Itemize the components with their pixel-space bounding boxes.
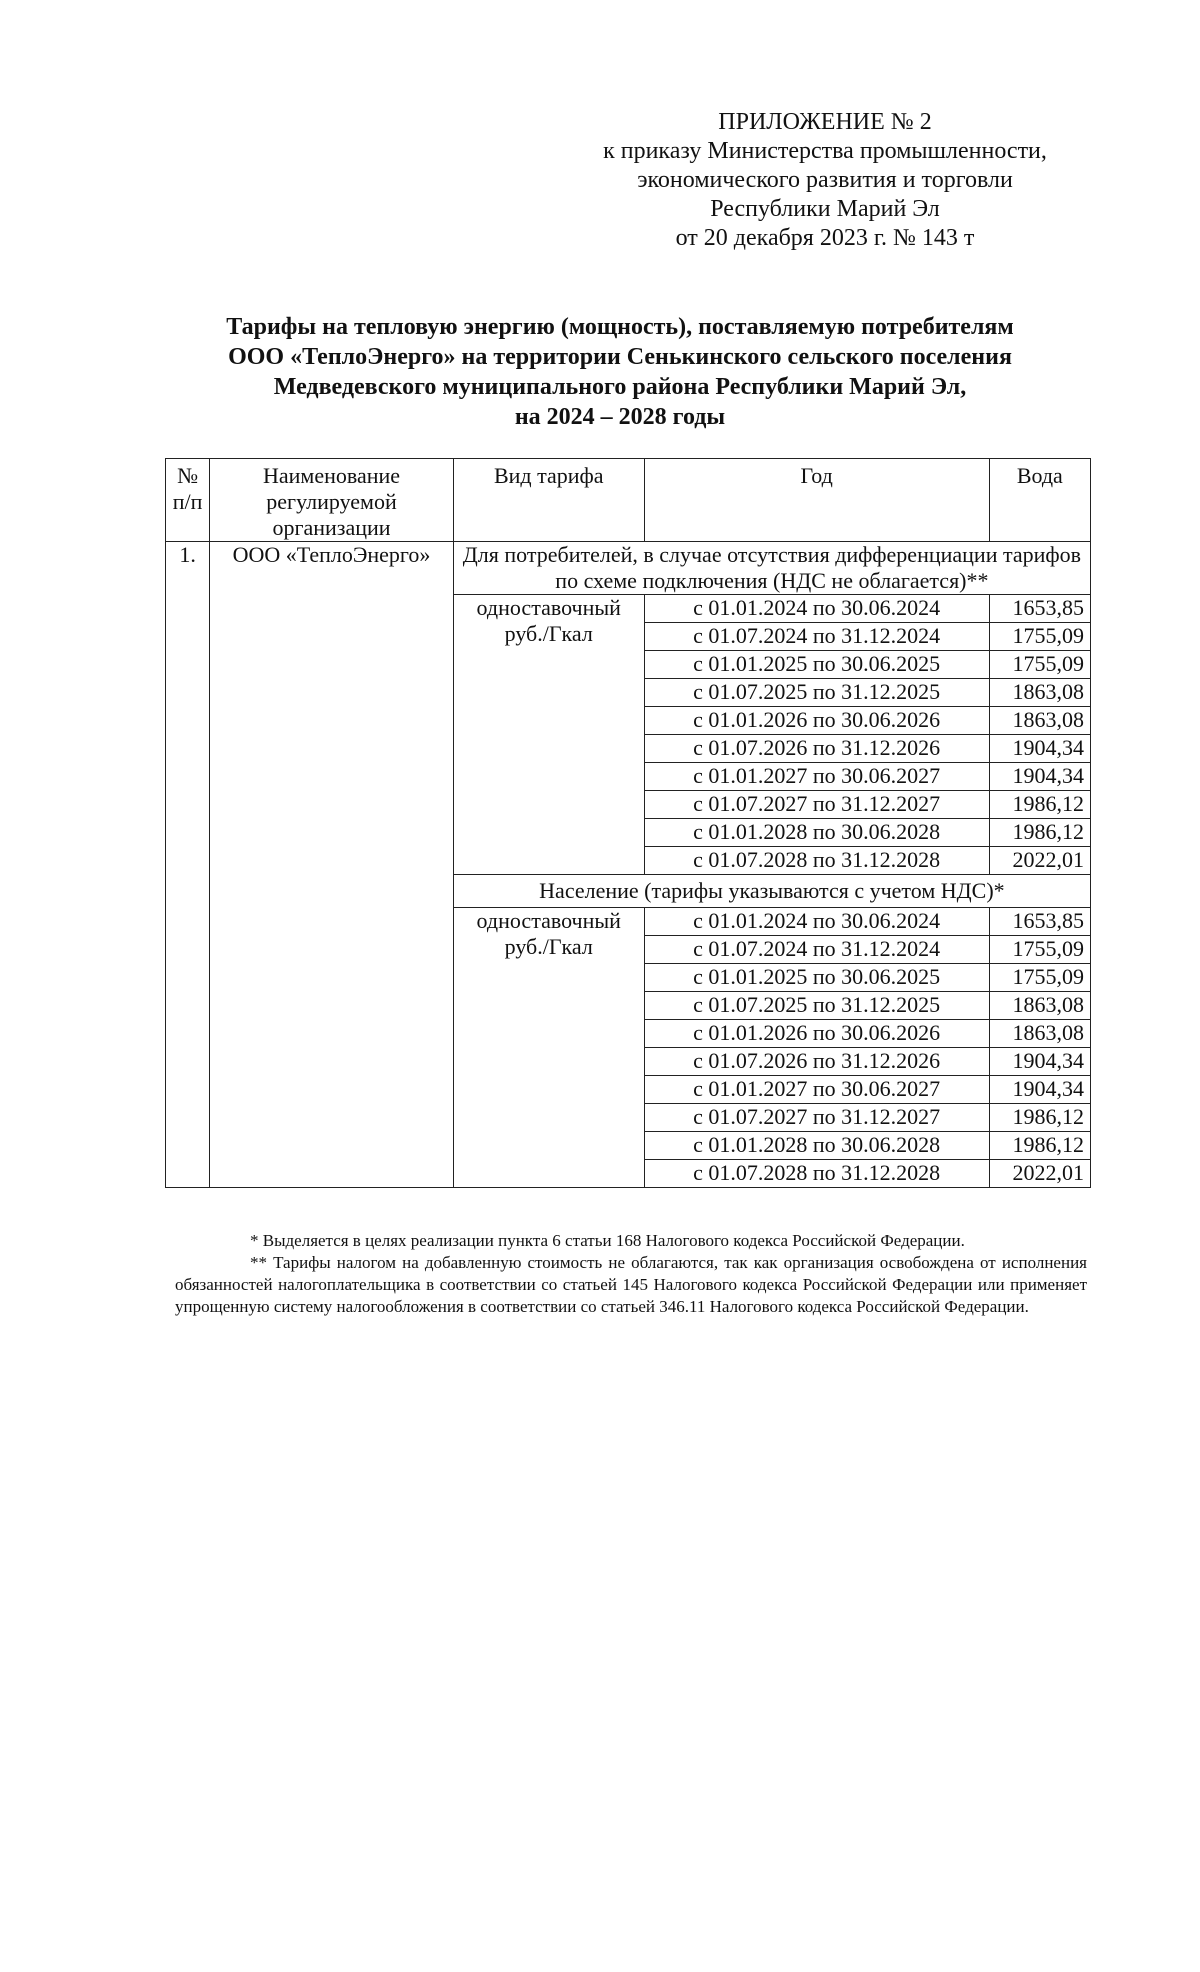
period-cell: с 01.07.2025 по 31.12.2025 xyxy=(644,992,989,1020)
tariff-value: 1986,12 xyxy=(989,819,1090,847)
period-cell: с 01.01.2028 по 30.06.2028 xyxy=(644,819,989,847)
period-cell: с 01.01.2027 по 30.06.2027 xyxy=(644,1076,989,1104)
tariff-value: 1653,85 xyxy=(989,908,1090,936)
footnote-no-vat: ** Тарифы налогом на добавленную стоимость не облагаются, так как организация освобождена от исполнения обязанностей налогоплательщика в соответствии со статьей 145 Налогового кодекса Российской Федерации или применяет упрощенную систему налогообложения в соответствии со статьей 346.11 Налогового кодекса Российской Федерации. xyxy=(175,1253,1087,1316)
tariff-type: одноставочный руб./Гкал xyxy=(453,908,644,1188)
section-title: Население (тарифы указываются с учетом НДС)* xyxy=(453,875,1090,908)
period-cell: с 01.07.2024 по 31.12.2024 xyxy=(644,936,989,964)
tariff-value: 1904,34 xyxy=(989,1076,1090,1104)
appendix-date-line: от 20 декабря 2023 г. № 143 т xyxy=(675,225,975,251)
document-title xyxy=(140,312,1100,432)
period-cell: с 01.07.2024 по 31.12.2024 xyxy=(644,623,989,651)
title-line: на 2024 – 2028 годы xyxy=(514,404,726,430)
tariff-value: 1986,12 xyxy=(989,791,1090,819)
header-year: Год xyxy=(644,459,989,542)
tariff-value: 1863,08 xyxy=(989,707,1090,735)
header-tariff-type: Вид тарифа xyxy=(453,459,644,542)
row-number: 1. xyxy=(166,542,210,1188)
title-line: Медведевского муниципального района Республики Марий Эл, xyxy=(273,374,967,400)
period-cell: с 01.01.2026 по 30.06.2026 xyxy=(644,707,989,735)
tariff-value: 1653,85 xyxy=(989,595,1090,623)
header-number: № п/п xyxy=(166,459,210,542)
title-line: Тарифы на тепловую энергию (мощность), поставляемую потребителям xyxy=(226,314,1014,340)
tariff-value: 1755,09 xyxy=(989,936,1090,964)
tariff-value: 1986,12 xyxy=(989,1104,1090,1132)
appendix-number: ПРИЛОЖЕНИЕ № 2 xyxy=(718,109,932,135)
period-cell: с 01.01.2028 по 30.06.2028 xyxy=(644,1132,989,1160)
appendix-ministry-line: экономического развития и торговли xyxy=(637,167,1013,193)
title-line: ООО «ТеплоЭнерго» на территории Сенькинского сельского поселения xyxy=(228,344,1012,370)
section-title: Для потребителей, в случае отсутствия дифференциации тарифов по схеме подключения (НДС не облагается)** xyxy=(453,542,1090,595)
period-cell: с 01.07.2028 по 31.12.2028 xyxy=(644,847,989,875)
tariff-value: 1863,08 xyxy=(989,679,1090,707)
organization-name: ООО «ТеплоЭнерго» xyxy=(210,542,454,1188)
period-cell: с 01.07.2027 по 31.12.2027 xyxy=(644,791,989,819)
appendix-republic-line: Республики Марий Эл xyxy=(710,196,940,222)
period-cell: с 01.01.2025 по 30.06.2025 xyxy=(644,964,989,992)
header-water: Вода xyxy=(989,459,1090,542)
tariff-value: 1755,09 xyxy=(989,964,1090,992)
period-cell: с 01.07.2025 по 31.12.2025 xyxy=(644,679,989,707)
header-organization: Наименование регулируемой организации xyxy=(210,459,454,542)
tariff-table xyxy=(165,458,1091,1188)
period-cell: с 01.07.2027 по 31.12.2027 xyxy=(644,1104,989,1132)
tariff-value: 1863,08 xyxy=(989,992,1090,1020)
table-header-row xyxy=(166,459,1091,542)
period-cell: с 01.01.2024 по 30.06.2024 xyxy=(644,908,989,936)
tariff-value: 1904,34 xyxy=(989,735,1090,763)
period-cell: с 01.01.2025 по 30.06.2025 xyxy=(644,651,989,679)
tariff-value: 1986,12 xyxy=(989,1132,1090,1160)
tariff-value: 2022,01 xyxy=(989,1160,1090,1188)
footnotes xyxy=(175,1230,1087,1318)
tariff-value: 1755,09 xyxy=(989,623,1090,651)
period-cell: с 01.01.2026 по 30.06.2026 xyxy=(644,1020,989,1048)
period-cell: с 01.07.2026 по 31.12.2026 xyxy=(644,1048,989,1076)
tariff-value: 2022,01 xyxy=(989,847,1090,875)
appendix-header xyxy=(560,108,1090,253)
period-cell: с 01.07.2028 по 31.12.2028 xyxy=(644,1160,989,1188)
period-cell: с 01.01.2024 по 30.06.2024 xyxy=(644,595,989,623)
tariff-value: 1904,34 xyxy=(989,1048,1090,1076)
tariff-value: 1755,09 xyxy=(989,651,1090,679)
section-title-row xyxy=(166,542,1091,595)
tariff-value: 1904,34 xyxy=(989,763,1090,791)
tariff-value: 1863,08 xyxy=(989,1020,1090,1048)
footnote-vat: * Выделяется в целях реализации пункта 6 статьи 168 Налогового кодекса Российской Федерации. xyxy=(250,1231,965,1250)
period-cell: с 01.07.2026 по 31.12.2026 xyxy=(644,735,989,763)
appendix-order-line: к приказу Министерства промышленности, xyxy=(603,138,1047,164)
tariff-type: одноставочный руб./Гкал xyxy=(453,595,644,875)
period-cell: с 01.01.2027 по 30.06.2027 xyxy=(644,763,989,791)
